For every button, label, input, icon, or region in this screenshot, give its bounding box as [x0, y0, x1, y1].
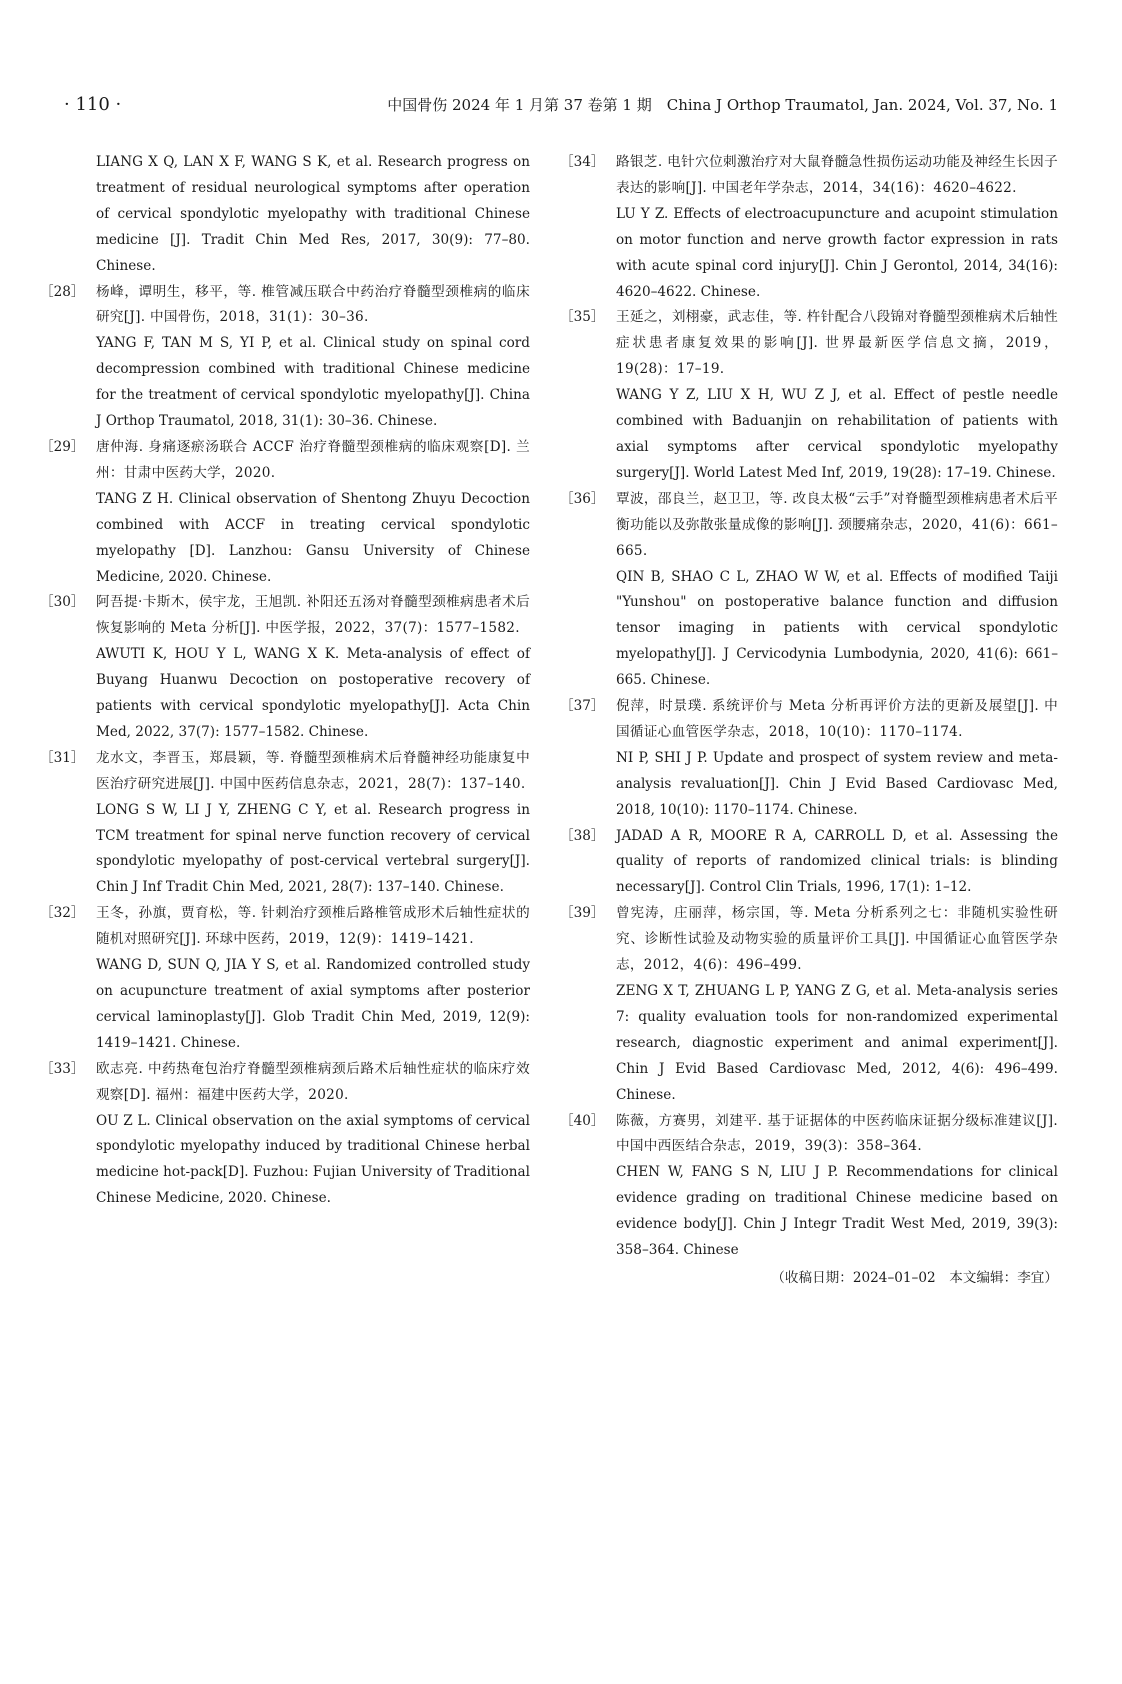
reference-english: LU Y Z. Effects of electroacupuncture and acupoint stimulation on motor function and nerve growth factor expression in rats with acute spinal cord injury[J]. Chin J Gerontol, 2014, 34(16): 4620–4622. Chinese. — [616, 205, 1058, 300]
reference-29 — [40, 435, 530, 590]
right-column — [560, 150, 1058, 1292]
reference-chinese: 覃波，邵良兰，赵卫卫，等. 改良太极“云手”对脊髓型颈椎病患者术后平衡功能以及弥散张量成像的影响[J]. 颈腰痛杂志，2020，41(6)：661–665. — [616, 490, 1058, 559]
reference-english: ZENG X T, ZHUANG L P, YANG Z G, et al. Meta-analysis series 7: quality evaluation tools for non-randomized experimental research, diagnostic experiment and animal experiment[J]. Chin J Evid Based Cardiovasc Med, 2012, 4(6): 496–499. Chinese. — [616, 983, 1058, 1103]
reference-english: QIN B, SHAO C L, ZHAO W W, et al. Effects of modified Taiji "Yunshou" on postoperative balance function and diffusion tensor imaging in patients with cervical spondylotic myelopathy[J]. J Cervicodynia Lumbodynia, 2020, 41(6): 661–665. Chinese. — [616, 568, 1058, 689]
reference-chinese: 王冬，孙旗，贾育松，等. 针刺治疗颈椎后路椎管成形术后轴性症状的随机对照研究[J]. 环球中医药，2019，12(9)：1419–1421. — [96, 905, 530, 948]
reference-english: LIANG X Q, LAN X F, WANG S K, et al. Research progress on treatment of residual neurological symptoms after operation of cervical spondylotic myelopathy with traditional Chinese medicine [J]. Tradit Chin Med Res, 2017, 30(9): 77–80. Chinese. — [96, 154, 530, 274]
reference-number: ［30］ — [40, 594, 85, 611]
reference-english: JADAD A R, MOORE R A, CARROLL D, et al. Assessing the quality of reports of randomized clinical trials: is blinding necessary[J]. Control Clin Trials, 1996, 17(1): 1–12. — [616, 827, 1058, 896]
reference-number: ［39］ — [560, 905, 605, 922]
reference-34 — [560, 150, 1058, 305]
reference-number: ［36］ — [560, 490, 605, 507]
reference-english: LONG S W, LI J Y, ZHENG C Y, et al. Research progress in TCM treatment for spinal nerve function recovery of cervical spondylotic myelopathy of post-cervical vertebral surgery[J]. Chin J Inf Tradit Chin Med, 2021, 28(7): 137–140. Chinese. — [96, 801, 530, 896]
reference-english: YANG F, TAN M S, YI P, et al. Clinical study on spinal cord decompression combined with traditional Chinese medicine for the treatment of cervical spondylotic myelopathy[J]. China J Orthop Traumatol, 2018, 31(1): 30–36. Chinese. — [96, 335, 530, 430]
reference-number: ［38］ — [560, 827, 605, 844]
reference-40 — [560, 1109, 1058, 1264]
reference-36 — [560, 487, 1058, 694]
reference-number: ［33］ — [40, 1060, 85, 1077]
received-date-note: （收稿日期：2024–01–02 本文编辑：李宜） — [771, 1269, 1058, 1286]
reference-chinese: 陈薇，方赛男，刘建平. 基于证据体的中医药临床证据分级标准建议[J]. 中国中西医结合杂志，2019，39(3)：358–364. — [616, 1112, 1058, 1155]
left-column — [40, 150, 530, 1212]
reference-number: ［40］ — [560, 1112, 605, 1129]
page-header — [64, 88, 1058, 122]
reference-30 — [40, 590, 530, 745]
reference-chinese: 欧志亮. 中药热奄包治疗脊髓型颈椎病颈后路术后轴性症状的临床疗效观察[D]. 福州：福建中医药大学，2020. — [96, 1060, 530, 1103]
reference-chinese: 倪萍，时景璞. 系统评价与 Meta 分析再评价方法的更新及展望[J]. 中国循证心血管医学杂志，2018，10(10)：1170–1174. — [616, 698, 1058, 740]
reference-33 — [40, 1057, 530, 1212]
reference-35 — [560, 305, 1058, 486]
reference-39 — [560, 901, 1058, 1108]
reference-english: OU Z L. Clinical observation on the axial symptoms of cervical spondylotic myelopathy induced by traditional Chinese herbal medicine hot-pack[D]. Fuzhou: Fujian University of Traditional Chinese Medicine, 2020. Chinese. — [96, 1112, 530, 1207]
reference-number: ［37］ — [560, 698, 605, 715]
reference-english: TANG Z H. Clinical observation of Shentong Zhuyu Decoction combined with ACCF in treating cervical spondylotic myelopathy [D]. Lanzhou: Gansu University of Chinese Medicine, 2020. Chinese. — [96, 490, 530, 585]
reference-31 — [40, 746, 530, 901]
reference-number: ［34］ — [560, 154, 605, 170]
reference-28 — [40, 280, 530, 435]
reference-chinese: 杨峰，谭明生，移平，等. 椎管减压联合中药治疗脊髓型颈椎病的临床研究[J]. 中国骨伤，2018，31(1)：30–36. — [96, 283, 530, 326]
reference-number: ［31］ — [40, 749, 85, 766]
reference-number: ［35］ — [560, 309, 605, 326]
reference-32 — [40, 901, 530, 1056]
page-number: · 110 · — [64, 94, 122, 115]
reference-chinese: 阿吾提·卡斯木，侯宇龙，王旭凯. 补阳还五汤对脊髓型颈椎病患者术后恢复影响的 Meta 分析[J]. 中医学报，2022，37(7)：1577–1582. — [96, 594, 530, 637]
reference-number: ［29］ — [40, 438, 85, 455]
reference-chinese: 王延之，刘栩豪，武志佳，等. 杵针配合八段锦对脊髓型颈椎病术后轴性症状患者康复效果的影响[J]. 世界最新医学信息文摘，2019，19(28)：17–19. — [616, 309, 1058, 378]
reference-27-continuation — [40, 150, 530, 280]
reference-number: ［32］ — [40, 905, 85, 922]
reference-chinese: 唐仲海. 身痛逐瘀汤联合 ACCF 治疗脊髓型颈椎病的临床观察[D]. 兰州：甘肃中医药大学，2020. — [96, 438, 530, 481]
reference-chinese: 曾宪涛，庄丽萍，杨宗国，等. Meta 分析系列之七：非随机实验性研究、诊断性试验及动物实验的质量评价工具[J]. 中国循证心血管医学杂志，2012，4(6)：496–499. — [616, 905, 1058, 974]
running-title: 中国骨伤 2024 年 1 月第 37 卷第 1 期 China J Orthop Traumatol, Jan. 2024, Vol. 37, No. 1 — [387, 96, 1058, 114]
reference-number: ［28］ — [40, 283, 85, 300]
reference-english: CHEN W, FANG S N, LIU J P. Recommendations for clinical evidence grading on traditional Chinese medicine based on evidence body[J]. Chin J Integr Tradit West Med, 2019, 39(3): 358–364. Chinese — [616, 1164, 1058, 1259]
reference-english: WANG D, SUN Q, JIA Y S, et al. Randomized controlled study on acupuncture treatment of axial symptoms after posterior cervical laminoplasty[J]. Glob Tradit Chin Med, 2019, 12(9): 1419–1421. Chinese. — [96, 957, 530, 1051]
reference-english: NI P, SHI J P. Update and prospect of system review and meta-analysis revaluation[J]. Chin J Evid Based Cardiovasc Med, 2018, 10(10): 1170–1174. Chinese. — [616, 749, 1058, 818]
reference-chinese: 路银芝. 电针穴位刺激治疗对大鼠脊髓急性损伤运动功能及神经生长因子表达的影响[J]. 中国老年学杂志，2014，34(16)：4620–4622. — [616, 154, 1058, 196]
reference-chinese: 龙水文，李晋玉，郑晨颖，等. 脊髓型颈椎病术后脊髓神经功能康复中医治疗研究进展[J]. 中国中医药信息杂志，2021，28(7)：137–140. — [96, 749, 530, 792]
reference-english: AWUTI K, HOU Y L, WANG X K. Meta-analysis of effect of Buyang Huanwu Decoction on postoperative recovery of patients with cervical spondylotic myelopathy[J]. Acta Chin Med, 2022, 37(7): 1577–1582. Chinese. — [96, 646, 530, 740]
reference-37 — [560, 694, 1058, 824]
reference-38 — [560, 824, 1058, 902]
reference-english: WANG Y Z, LIU X H, WU Z J, et al. Effect of pestle needle combined with Baduanjin on rehabilitation of patients with axial symptoms after cervical spondylotic myelopathy surgery[J]. World Latest Med Inf, 2019, 19(28): 17–19. Chinese. — [616, 387, 1058, 481]
